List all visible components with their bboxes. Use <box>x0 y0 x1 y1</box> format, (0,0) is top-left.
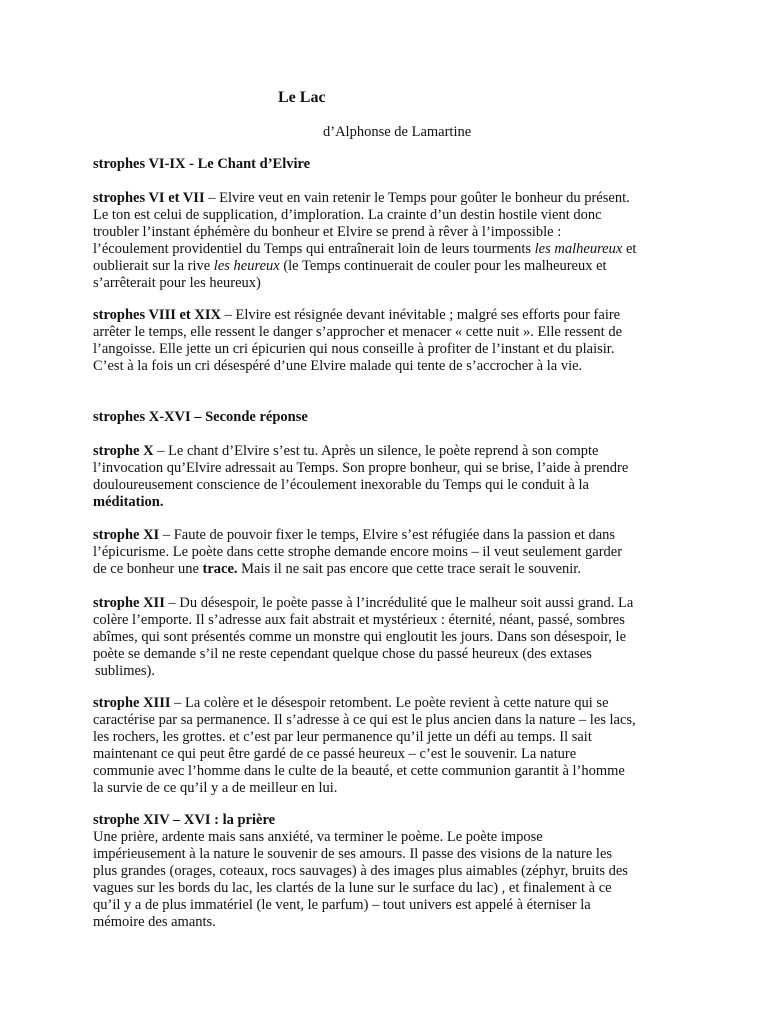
strophe-label: strophes VI et VII <box>93 190 205 206</box>
paragraph-line: sublimes). <box>95 663 156 679</box>
italic-text: les malheureux <box>534 241 623 257</box>
paragraph-strophe-10 <box>93 443 685 511</box>
paragraph-line: l’épicurisme. Le poète dans cette strophe demande encore moins – il veut seulement garder <box>93 544 623 560</box>
paragraph-text: (le Temps continuerait de couler pour les malheureux et <box>279 258 607 274</box>
paragraph-line: maintenant ce qui peut être gardé de ce passé heureux – c’est le souvenir. La nature <box>93 746 577 762</box>
paragraph-line <box>93 307 685 324</box>
paragraph-line: mémoire des amants. <box>93 914 216 930</box>
paragraph-strophes-14-16 <box>93 812 685 931</box>
paragraph-text: de ce bonheur une <box>93 561 203 577</box>
document-title: Le Lac <box>278 89 326 106</box>
paragraph-line <box>93 190 685 207</box>
strophe-label: strophe XII <box>93 595 165 611</box>
paragraph-text: – Elvire est résignée devant inévitable ; malgré ses efforts pour faire <box>220 307 621 323</box>
bold-text: trace. <box>202 561 238 577</box>
paragraph-line: impérieusement à la nature le souvenir de ses amours. Il passe des visions de la nature les <box>93 846 613 862</box>
paragraph-line: qu’il y a de plus immatériel (le vent, le parfum) – tout univers est appelé à éterniser la <box>93 897 591 913</box>
paragraph-line: la survie de ce qu’il y a de meilleur en lui. <box>93 780 338 796</box>
author-line: d’Alphonse de Lamartine <box>323 124 472 140</box>
paragraph-line: l’invocation qu’Elvire adressait au Temps. Son propre bonheur, qui se brise, l’aide à prendre <box>93 460 629 476</box>
paragraph-strophes-8-19 <box>93 307 685 375</box>
paragraph-line <box>93 595 685 612</box>
section-heading-seconde-reponse: strophes X-XVI – Seconde réponse <box>93 409 308 425</box>
paragraph-line: méditation. <box>93 494 164 510</box>
paragraph-line <box>93 561 685 578</box>
paragraph-line: Le ton est celui de supplication, d’imploration. La crainte d’un destin hostile vient donc <box>93 207 602 223</box>
paragraph-text: Mais il ne sait pas encore que cette trace serait le souvenir. <box>237 561 581 577</box>
paragraph-line: les rochers, les grottes. et c’est par leur permanence qu’il jette un défi au temps. Il sait <box>93 729 592 745</box>
paragraph-text: – Le chant d’Elvire s’est tu. Après un silence, le poète reprend à son compte <box>153 443 599 459</box>
paragraph-line: colère l’emporte. Il s’adresse aux fait abstrait et mystérieux : éternité, néant, passé, sombres <box>93 612 625 628</box>
paragraph-line: Une prière, ardente mais sans anxiété, va terminer le poème. Le poète impose <box>93 829 543 845</box>
paragraph-line <box>93 241 685 258</box>
paragraph-strophe-11 <box>93 527 685 578</box>
paragraph-line <box>93 258 685 275</box>
paragraph-text: – La colère et le désespoir retombent. Le poète revient à cette nature qui se <box>170 695 609 711</box>
paragraph-line: plus grandes (orages, coteaux, rocs sauvages) à des images plus aimables (zéphyr, bruits des <box>93 863 628 879</box>
strophe-label: strophe X <box>93 443 154 459</box>
paragraph-strophes-6-7 <box>93 190 685 292</box>
paragraph-line: poète se demande s’il ne reste cependant quelque chose du passé heureux (des extases <box>93 646 592 662</box>
paragraph-line: s’arrêterait pour les heureux) <box>93 275 261 291</box>
italic-text: les heureux <box>213 258 280 274</box>
paragraph-text: – Elvire veut en vain retenir le Temps pour goûter le bonheur du présent. <box>204 190 630 206</box>
paragraph-text: l’écoulement providentiel du Temps qui entraînerait loin de leurs tourments <box>93 241 535 257</box>
paragraph-line: l’angoisse. Elle jette un cri épicurien qui nous conseille à profiter de l’instant et du plaisir. <box>93 341 615 357</box>
paragraph-line: troubler l’instant éphémère du bonheur et Elvire se prend à rêver à l’impossible : <box>93 224 562 240</box>
paragraph-text: oublierait sur la rive <box>93 258 214 274</box>
paragraph-line: vagues sur les bords du lac, les clartés de la lune sur le surface du lac) , et finalement à ce <box>93 880 612 896</box>
section-heading-chant-elvire: strophes VI-IX - Le Chant d’Elvire <box>93 156 311 172</box>
paragraph-text: et <box>622 241 637 257</box>
paragraph-strophe-13 <box>93 695 685 797</box>
paragraph-line: abîmes, qui sont présentés comme un monstre qui engloutit les jours. Dans son désespoir, le <box>93 629 627 645</box>
paragraph-line: caractérise par sa permanence. Il s’adresse à ce qui est le plus ancien dans la nature – les lacs, <box>93 712 636 728</box>
strophe-label: strophe XI <box>93 527 160 543</box>
paragraph-line: communie avec l’homme dans le culte de la beauté, et cette communion garantit à l’homme <box>93 763 625 779</box>
strophe-label: strophe XIV – XVI : la prière <box>93 812 276 828</box>
paragraph-line: C’est à la fois un cri désespéré d’une Elvire malade qui tente de s’accrocher à la vie. <box>93 358 583 374</box>
paragraph-text: – Faute de pouvoir fixer le temps, Elvire s’est réfugiée dans la passion et dans <box>159 527 616 543</box>
strophe-label: strophes VIII et XIX <box>93 307 221 323</box>
paragraph-line <box>93 695 685 712</box>
strophe-label: strophe XIII <box>93 695 171 711</box>
paragraph-line: douloureusement conscience de l’écoulement inexorable du Temps qui le conduit à la <box>93 477 589 493</box>
paragraph-line <box>93 527 685 544</box>
paragraph-line: arrêter le temps, elle ressent le danger s’approcher et menacer « cette nuit ». Elle ressent de <box>93 324 623 340</box>
paragraph-strophe-12 <box>93 595 685 680</box>
paragraph-text: – Du désespoir, le poète passe à l’incrédulité que le malheur soit aussi grand. La <box>164 595 634 611</box>
paragraph-line <box>93 443 685 460</box>
